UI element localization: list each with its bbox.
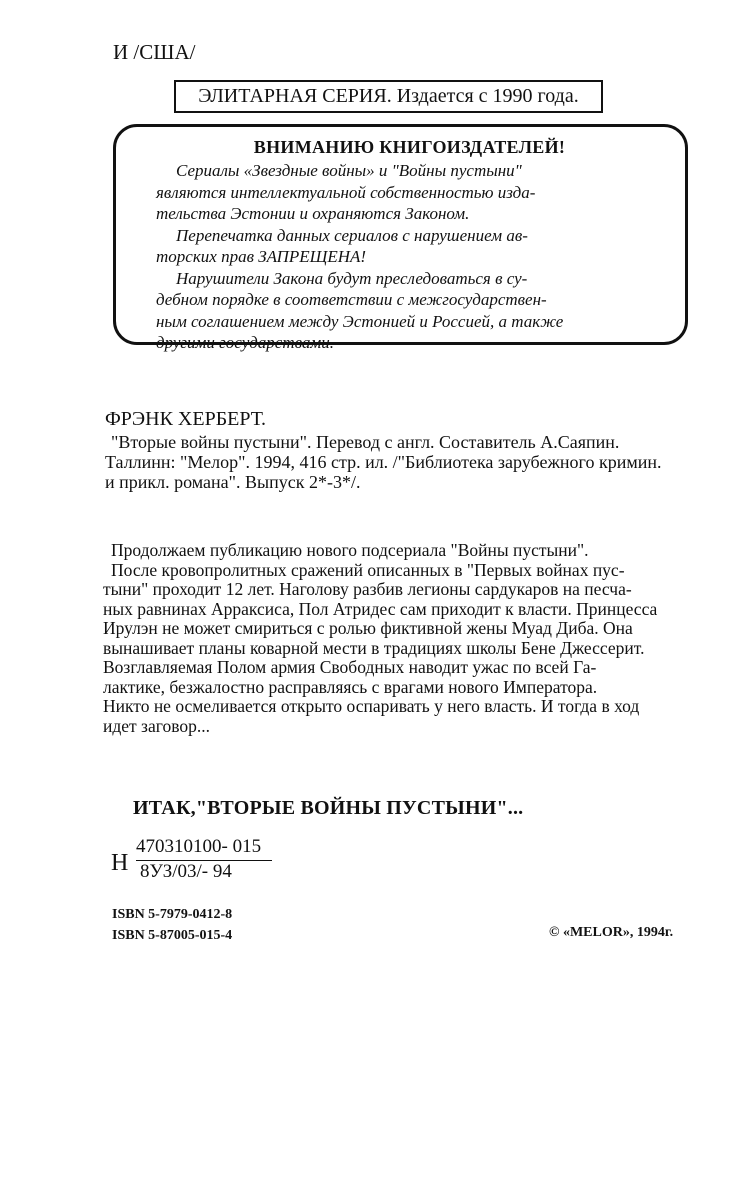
notice-line: ным соглашением между Эстонией и Россией, а также <box>156 311 564 331</box>
notice-line: являются интеллектуальной собственностью изда- <box>156 182 536 202</box>
bibliographic-record <box>105 432 705 492</box>
notice-paragraph-3 <box>156 268 663 354</box>
notice-line: тельства Эстонии и охраняются Законом. <box>156 204 470 223</box>
isbn-line: ISBN 5-87005-015-4 <box>112 928 233 943</box>
summary-line: Продолжаем публикацию нового подсериала "Войны пустыни". <box>111 540 589 560</box>
notice-paragraph-2 <box>156 225 663 268</box>
index-letter: Н <box>111 850 129 876</box>
index-numerator: 470310100- 015 <box>136 836 272 861</box>
notice-line: другими государствами. <box>156 333 334 352</box>
notice-line: дебном порядке в соответствии с межгосударствен- <box>156 290 547 309</box>
biblio-line: "Вторые войны пустыни". Перевод с англ. Составитель А.Саяпин. <box>111 432 620 452</box>
closing-heading: ИТАК,"ВТОРЫЕ ВОЙНЫ ПУСТЫНИ"... <box>133 797 524 819</box>
publisher-notice-box <box>113 124 688 352</box>
index-denominator: 8УЗ/03/- 94 <box>140 861 232 882</box>
summary-line: Ирулэн не может смириться с ролью фиктивной жены Муад Диба. Она <box>103 618 633 638</box>
series-banner <box>174 80 603 113</box>
book-summary <box>103 541 708 736</box>
notice-paragraph-1 <box>156 160 663 225</box>
series-banner-text: ЭЛИТАРНАЯ СЕРИЯ. Издается с 1990 года. <box>198 85 579 107</box>
summary-line: Возглавляемая Полом армия Свободных наводит ужас по всей Га- <box>103 657 597 677</box>
biblio-line: и прикл. романа". Выпуск 2*-3*/. <box>105 472 361 492</box>
summary-line: идет заговор... <box>103 715 210 736</box>
notice-line: Перепечатка данных сериалов с нарушением ав- <box>176 225 528 245</box>
summary-line: После кровопролитных сражений описанных в "Первых войнах пус- <box>111 559 625 580</box>
notice-title: ВНИМАНИЮ КНИГОИЗДАТЕЛЕЙ! <box>253 137 566 157</box>
summary-line: вынашивает планы коварной мести в традициях школы Бене Джессерит. <box>103 637 645 658</box>
notice-line: Нарушители Закона будут преследоваться в су- <box>176 268 528 288</box>
notice-line: торских прав ЗАПРЕЩЕНА! <box>156 247 367 266</box>
notice-line: Сериалы «Звездные войны» и "Войны пустыни" <box>176 161 522 180</box>
isbn-line: ISBN 5-7979-0412-8 <box>112 907 233 922</box>
summary-line: тыни" проходит 12 лет. Наголову разбив легионы сардукаров на песча- <box>103 579 632 599</box>
book-author: ФРЭНК ХЕРБЕРТ. <box>105 408 266 430</box>
summary-line: Никто не осмеливается открыто оспаривать у него власть. И тогда в ход <box>103 696 640 716</box>
country-label: И /США/ <box>113 40 196 64</box>
summary-line: лактике, безжалостно расправляясь с врагами нового Императора. <box>103 676 598 697</box>
biblio-line: Таллинн: "Мелор". 1994, 416 стр. ил. /"Библиотека зарубежного кримин. <box>105 452 662 472</box>
copyright-notice: © «MELOR», 1994г. <box>549 925 674 940</box>
summary-line: ных равнинах Арраксиса, Пол Атридес сам приходит к власти. Принцесса <box>103 598 658 619</box>
